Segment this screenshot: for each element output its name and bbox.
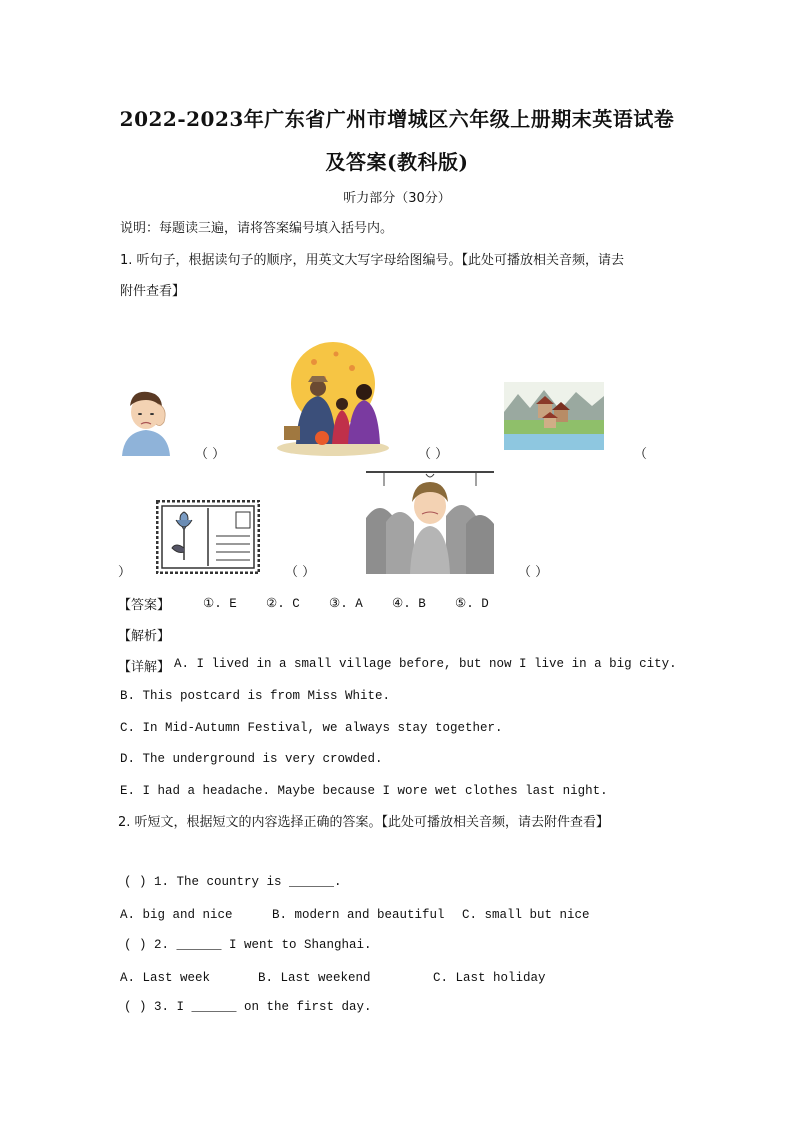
detail-d: D. The underground is very crowded.: [120, 752, 383, 766]
q1-blank-5[interactable]: （ ）: [518, 565, 549, 580]
q1-blank-3-open[interactable]: （: [634, 447, 648, 462]
detail-c: C. In Mid-Autumn Festival, we always stay together.: [120, 721, 503, 735]
headache-boy-image: [118, 386, 174, 456]
q2-item2-stem: ( ) 2. ______ I went to Shanghai.: [124, 938, 372, 952]
answer-5: ⑤. D: [455, 597, 489, 611]
q2-item3-stem: ( ) 3. I ______ on the first day.: [124, 1000, 372, 1014]
q2-item2-option-b: B. Last weekend: [258, 971, 371, 985]
q2-item1-stem: ( ) 1. The country is ______.: [124, 875, 342, 889]
q2-item2-option-a: A. Last week: [120, 971, 211, 985]
answer-3: ③. A: [329, 597, 363, 611]
analysis-label: 【解析】: [118, 629, 171, 644]
section-header: 听力部分（30分）: [343, 191, 451, 206]
instruction: 说明：每题读三遍，请将答案编号填入括号内。: [120, 221, 394, 236]
q1-blank-4[interactable]: （ ）: [285, 565, 316, 580]
detail-b: B. This postcard is from Miss White.: [120, 689, 391, 703]
q2-item1-option-c: C. small but nice: [462, 908, 590, 922]
detail-a: A. I lived in a small village before, but now I live in a big city.: [174, 657, 677, 671]
q1-blank-3-close[interactable]: ）: [118, 565, 132, 580]
q1-blank-1[interactable]: （ ）: [195, 447, 226, 462]
q2-item1-option-b: B. modern and beautiful: [272, 908, 445, 922]
answer-2: ②. C: [266, 597, 300, 611]
q2-prompt: 2. 听短文，根据短文的内容选择正确的答案。【此处可播放相关音频，请去附件查看】: [118, 815, 610, 830]
crowded-underground-image: [366, 468, 494, 574]
q2-item1-option-a: A. big and nice: [120, 908, 233, 922]
q1-prompt-line2: 附件查看】: [120, 284, 186, 299]
village-scene-image: [504, 382, 604, 450]
q1-blank-2[interactable]: （ ）: [418, 447, 449, 462]
answer-1: ①. E: [203, 597, 237, 611]
postcard-image: [156, 500, 260, 574]
detail-e: E. I had a headache. Maybe because I wore wet clothes last night.: [120, 784, 608, 798]
mid-autumn-family-image: [274, 340, 392, 456]
detail-label: 【详解】: [118, 660, 171, 675]
answer-label: 【答案】: [118, 598, 171, 613]
page-title-line1: 2022-2023年广东省广州市增城区六年级上册期末英语试卷: [119, 107, 675, 131]
answer-4: ④. B: [392, 597, 426, 611]
q1-prompt-line1: 1. 听句子，根据读句子的顺序，用英文大写字母给图编号。【此处可播放相关音频，请去: [120, 253, 625, 268]
page-title-line2: 及答案(教科版): [325, 150, 469, 174]
q2-item2-option-c: C. Last holiday: [433, 971, 546, 985]
